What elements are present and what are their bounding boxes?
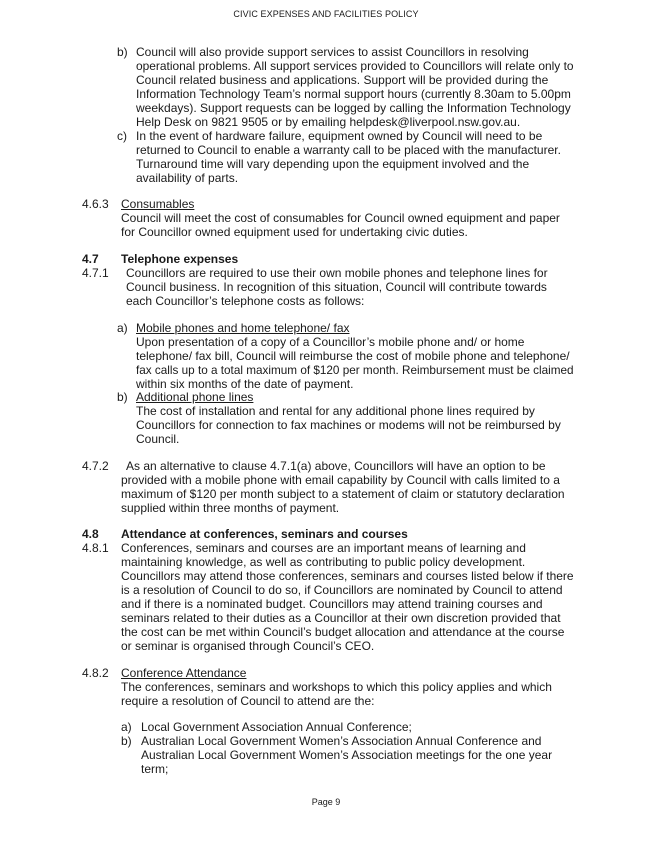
paragraph-line: telephone/ fax bill, Council will reimburse the cost of mobile phone and telephone/: [136, 349, 570, 363]
paragraph-line: or seminar is organised through Council’s CEO.: [121, 639, 375, 653]
paragraph-line: each Councillor’s telephone costs as follows:: [126, 294, 365, 308]
subsection-title: Additional phone lines: [136, 390, 254, 404]
paragraph-line: Councillors for connection to fax machines or modems will not be reimbursed by: [136, 418, 561, 432]
paragraph-line: term;: [141, 762, 169, 776]
paragraph-line: Turnaround time will vary depending upon the equipment involved and the: [136, 157, 530, 171]
paragraph-line: require a resolution of Council to attend are the:: [121, 694, 375, 708]
page-header: CIVIC EXPENSES AND FACILITIES POLICY: [233, 9, 419, 19]
section-number: 4.8: [82, 527, 99, 541]
paragraph-line: Council will also provide support services to assist Councillors in resolving: [136, 45, 529, 59]
section-number: 4.7: [82, 252, 99, 266]
subsection-title: Conference Attendance: [121, 666, 247, 680]
section-title: Attendance at conferences, seminars and courses: [121, 527, 408, 541]
paragraph-line: The cost of installation and rental for any additional phone lines required by: [136, 404, 535, 418]
paragraph-line: is a resolution of Council to do so, if Councillors are nominated by Council to attend: [121, 583, 563, 597]
paragraph-line: Councillors may attend those conferences, seminars and courses listed below if there: [121, 569, 574, 583]
paragraph-line: Local Government Association Annual Conference;: [141, 720, 412, 734]
section-title: Telephone expenses: [121, 252, 239, 266]
paragraph-line: Council will meet the cost of consumables for Council owned equipment and paper: [121, 211, 560, 225]
paragraph-line: fax calls up to a total maximum of $120 per month. Reimbursement must be claimed: [136, 363, 574, 377]
paragraph-line: The conferences, seminars and workshops to which this policy applies and which: [121, 680, 552, 694]
subsection-title: Mobile phones and home telephone/ fax: [136, 321, 350, 335]
paragraph-line: Australian Local Government Women’s Association Annual Conference and: [141, 734, 542, 748]
section-number: 4.8.1: [82, 541, 109, 555]
list-marker: a): [117, 321, 128, 335]
paragraph-line: operational problems. All support services provided to Councillors will relate only to: [136, 59, 574, 73]
section-number: 4.7.2: [82, 459, 109, 473]
paragraph-line: Council.: [136, 432, 180, 446]
page-number: Page 9: [311, 797, 341, 807]
paragraph-line: Councillors are required to use their own mobile phones and telephone lines for: [126, 266, 548, 280]
paragraph-line: seminars related to their duties as a Councillor at their own discretion provided that: [121, 611, 561, 625]
list-marker: c): [117, 129, 127, 143]
section-number: 4.6.3: [82, 197, 109, 211]
paragraph-line: within six months of the date of payment.: [136, 377, 354, 391]
paragraph-line: weekdays). Support requests can be logged by calling the Information Technology: [136, 101, 571, 115]
paragraph-line: Australian Local Government Women’s Association meetings for the one year: [141, 748, 553, 762]
section-title: Consumables: [121, 197, 195, 211]
paragraph-line: for Councillor owned equipment used for undertaking civic duties.: [121, 225, 468, 239]
paragraph-line: Conferences, seminars and courses are an important means of learning and: [121, 541, 526, 555]
paragraph-line: Council business. In recognition of this situation, Council will contribute towards: [126, 280, 547, 294]
paragraph-line: and if there is a nominated budget. Councillors may attend training courses and: [121, 597, 543, 611]
list-marker: b): [121, 734, 132, 748]
paragraph-line: maximum of $120 per month subject to a statement of claim or statutory declaration: [121, 487, 565, 501]
section-number: 4.8.2: [82, 666, 109, 680]
section-number: 4.7.1: [82, 266, 109, 280]
paragraph-line: Council related business and applications. Support will be provided during the: [136, 73, 549, 87]
paragraph-line: supplied within three months of payment.: [121, 501, 340, 515]
paragraph-line: Help Desk on 9821 9505 or by emailing helpdesk@liverpool.nsw.gov.au.: [136, 115, 521, 129]
list-marker: a): [121, 720, 132, 734]
paragraph-line: availability of parts.: [136, 171, 239, 185]
paragraph-line: the cost can be met within Council’s budget allocation and attendance at the course: [121, 625, 565, 639]
paragraph-line: returned to Council to enable a warranty call to be placed with the manufacturer.: [136, 143, 561, 157]
paragraph-line: In the event of hardware failure, equipment owned by Council will need to be: [136, 129, 543, 143]
paragraph-line: As an alternative to clause 4.7.1(a) above, Councillors will have an option to be: [126, 459, 546, 473]
list-marker: b): [117, 45, 128, 59]
paragraph-line: Upon presentation of a copy of a Councillor’s mobile phone and/ or home: [136, 335, 525, 349]
paragraph-line: provided with a mobile phone with email capability by Council with calls limited to a: [121, 473, 560, 487]
paragraph-line: Information Technology Team’s normal support hours (currently 8.30am to 5.00pm: [136, 87, 571, 101]
list-marker: b): [117, 390, 128, 404]
paragraph-line: maintaining knowledge, as well as contributing to public policy development.: [121, 555, 526, 569]
